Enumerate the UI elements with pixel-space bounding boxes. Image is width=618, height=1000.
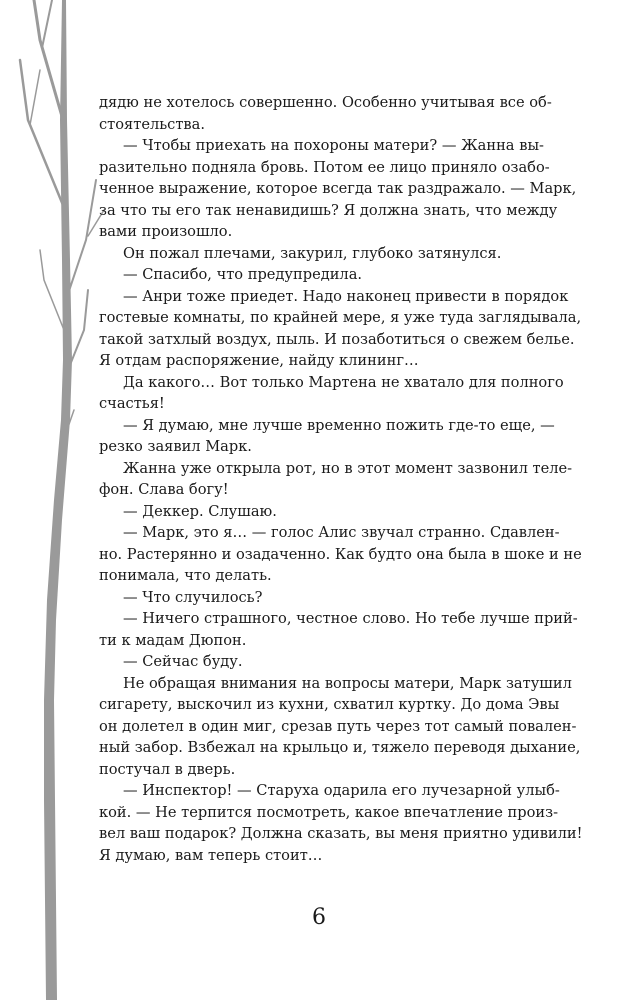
text-line: — Я думаю, мне лучше временно пожить где-то еще, — [123, 416, 555, 434]
text-line: Он пожал плечами, закурил, глубоко затянулся. [123, 244, 502, 262]
text-line: счастья! [99, 395, 165, 412]
text-line: стоятельства. [99, 115, 205, 133]
text-line: но. Растерянно и озадаченно. Как будто она была в шоке и не [99, 545, 582, 563]
text-line: — Чтобы приехать на похороны матери? — Жанна вы- [123, 137, 544, 154]
text-line: Я думаю, вам теперь стоит… [99, 846, 323, 864]
text-line: — Анри тоже приедет. Надо наконец привести в порядок [123, 287, 569, 305]
text-line: Не обращая внимания на вопросы матери, Марк затушил [123, 674, 572, 692]
text-line: Жанна уже открыла рот, но в этот момент зазвонил теле- [123, 459, 573, 477]
text-line: — Спасибо, что предупредила. [123, 266, 363, 283]
text-line: — Сейчас буду. [123, 653, 243, 670]
text-line: такой затхлый воздух, пыль. И позаботиться о свежем белье. [99, 330, 575, 348]
text-line: фон. Слава богу! [99, 481, 229, 498]
text-line: дядю не хотелось совершенно. Особенно учитывая все об- [99, 94, 552, 111]
text-line: резко заявил Марк. [99, 438, 252, 455]
text-line: постучал в дверь. [99, 760, 236, 778]
text-line: — Ничего страшного, честное слово. Но тебе лучше прий- [123, 610, 578, 627]
page-body-text [99, 92, 583, 866]
text-line: он долетел в один миг, срезав путь через тот самый повален- [99, 717, 577, 735]
text-line: — Инспектор! — Старуха одарила его лучезарной улыб- [123, 782, 560, 799]
text-line: гостевые комнаты, по крайней мере, я уже туда заглядывала, [99, 309, 582, 326]
text-line: ченное выражение, которое всегда так раздражало. — Марк, [99, 180, 577, 197]
bare-tree-illustration [0, 0, 110, 1000]
text-line: Да какого… Вот только Мартена не хватало для полного [123, 373, 564, 391]
text-line: вами произошло. [99, 223, 233, 240]
text-line: разительно подняла бровь. Потом ее лицо приняло озабо- [99, 158, 550, 176]
page-number: 6 [312, 905, 326, 930]
text-line: вел ваш подарок? Должна сказать, вы меня приятно удивили! [99, 825, 583, 842]
text-line: — Что случилось? [123, 588, 263, 606]
text-line: Я отдам распоряжение, найду клининг… [99, 352, 419, 369]
text-line: кой. — Не терпится посмотреть, какое впечатление произ- [99, 803, 559, 821]
text-line: за что ты его так ненавидишь? Я должна знать, что между [99, 201, 558, 219]
text-line: понимала, что делать. [99, 567, 272, 584]
text-line: — Марк, это я… — голос Алис звучал странно. Сдавлен- [123, 524, 560, 541]
text-line: сигарету, выскочил из кухни, схватил куртку. До дома Эвы [99, 696, 560, 713]
text-line: — Деккер. Слушаю. [123, 502, 277, 520]
text-line: ти к мадам Дюпон. [99, 631, 247, 649]
text-line: ный забор. Взбежал на крыльцо и, тяжело переводя дыхание, [99, 739, 581, 756]
